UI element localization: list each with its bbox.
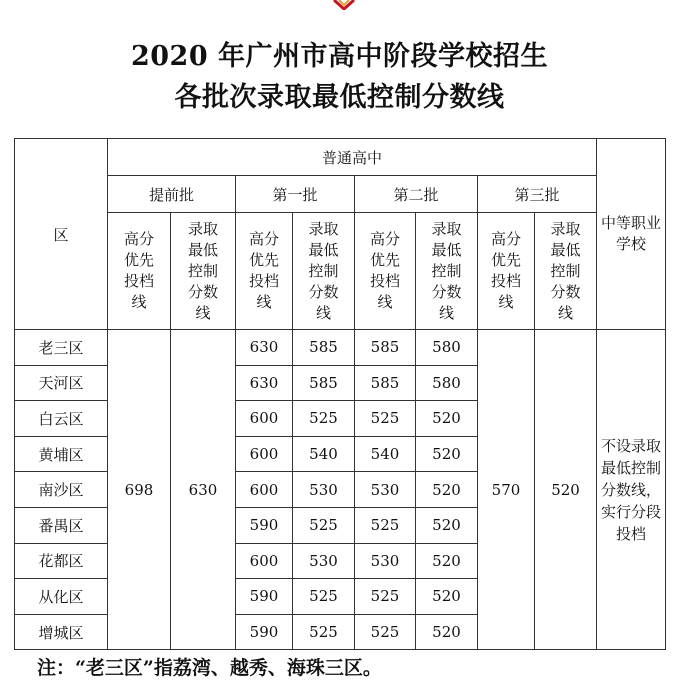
vocational-school-note: [597, 330, 666, 650]
district-name: 天河区: [15, 365, 108, 401]
general-high-school-header: 普通高中: [108, 139, 597, 176]
first-batch-minimum-score: 530: [293, 543, 355, 579]
second-batch-priority-score: 530: [355, 472, 416, 508]
second-batch-priority-score: 525: [355, 579, 416, 615]
table-row: [15, 330, 666, 366]
district-name: 南沙区: [15, 472, 108, 508]
sub-header-minimum: 录取最低控制分数线: [171, 213, 236, 330]
first-batch-minimum-score: 540: [293, 436, 355, 472]
batch-header-third: 第三批: [478, 176, 597, 213]
second-batch-minimum-score: 520: [416, 507, 478, 543]
district-name: 黄埔区: [15, 436, 108, 472]
early-batch-minimum-score: 630: [171, 330, 236, 650]
page-title-line-2: 各批次录取最低控制分数线: [174, 82, 505, 113]
sub-header-minimum: 录取最低控制分数线: [416, 213, 478, 330]
second-batch-minimum-score: 520: [416, 614, 478, 650]
first-batch-priority-score: 630: [236, 365, 293, 401]
logo-fragment-icon: [332, 0, 356, 10]
second-batch-minimum-score: 520: [416, 579, 478, 615]
third-batch-minimum-score: 520: [535, 330, 597, 650]
sub-header-minimum: 录取最低控制分数线: [535, 213, 597, 330]
second-batch-priority-score: 525: [355, 401, 416, 437]
batch-header-second: 第二批: [355, 176, 478, 213]
second-batch-minimum-score: 520: [416, 472, 478, 508]
first-batch-priority-score: 600: [236, 543, 293, 579]
third-batch-priority-score: 570: [478, 330, 535, 650]
footnote: 注：“老三区”指荔湾、越秀、海珠三区。: [37, 657, 382, 679]
district-name: 白云区: [15, 401, 108, 437]
sub-header-priority: 高分优先投档线: [108, 213, 171, 330]
second-batch-minimum-score: 580: [416, 365, 478, 401]
first-batch-minimum-score: 585: [293, 330, 355, 366]
second-batch-priority-score: 540: [355, 436, 416, 472]
second-batch-priority-score: 525: [355, 614, 416, 650]
first-batch-priority-score: 600: [236, 436, 293, 472]
score-table: [14, 138, 666, 650]
sub-header-minimum: 录取最低控制分数线: [293, 213, 355, 330]
district-name: 从化区: [15, 579, 108, 615]
first-batch-priority-score: 630: [236, 330, 293, 366]
sub-header-priority: 高分优先投档线: [478, 213, 535, 330]
batch-header-first: 第一批: [236, 176, 355, 213]
sub-header-priority: 高分优先投档线: [236, 213, 293, 330]
vocational-school-header-text: 中等职业学校: [601, 214, 662, 253]
district-header: 区: [15, 139, 108, 330]
second-batch-priority-score: 525: [355, 507, 416, 543]
first-batch-minimum-score: 530: [293, 472, 355, 508]
first-batch-priority-score: 600: [236, 472, 293, 508]
batch-header-early: 提前批: [108, 176, 236, 213]
vocational-school-note-text: 不设录取最低控制分数线，实行分段投档: [601, 436, 662, 543]
first-batch-minimum-score: 525: [293, 579, 355, 615]
district-name: 花都区: [15, 543, 108, 579]
second-batch-minimum-score: 520: [416, 543, 478, 579]
first-batch-minimum-score: 525: [293, 401, 355, 437]
second-batch-minimum-score: 520: [416, 436, 478, 472]
district-name: 番禺区: [15, 507, 108, 543]
vocational-school-header: [597, 139, 666, 330]
second-batch-minimum-score: 580: [416, 330, 478, 366]
second-batch-minimum-score: 520: [416, 401, 478, 437]
first-batch-priority-score: 590: [236, 507, 293, 543]
second-batch-priority-score: 585: [355, 330, 416, 366]
second-batch-priority-score: 530: [355, 543, 416, 579]
first-batch-priority-score: 590: [236, 579, 293, 615]
first-batch-priority-score: 590: [236, 614, 293, 650]
first-batch-minimum-score: 525: [293, 614, 355, 650]
early-batch-priority-score: 698: [108, 330, 171, 650]
first-batch-priority-score: 600: [236, 401, 293, 437]
first-batch-minimum-score: 525: [293, 507, 355, 543]
district-name: 增城区: [15, 614, 108, 650]
page-title-line-1: 2020 年广州市高中阶段学校招生: [130, 41, 549, 72]
first-batch-minimum-score: 585: [293, 365, 355, 401]
sub-header-priority: 高分优先投档线: [355, 213, 416, 330]
second-batch-priority-score: 585: [355, 365, 416, 401]
district-name: 老三区: [15, 330, 108, 366]
